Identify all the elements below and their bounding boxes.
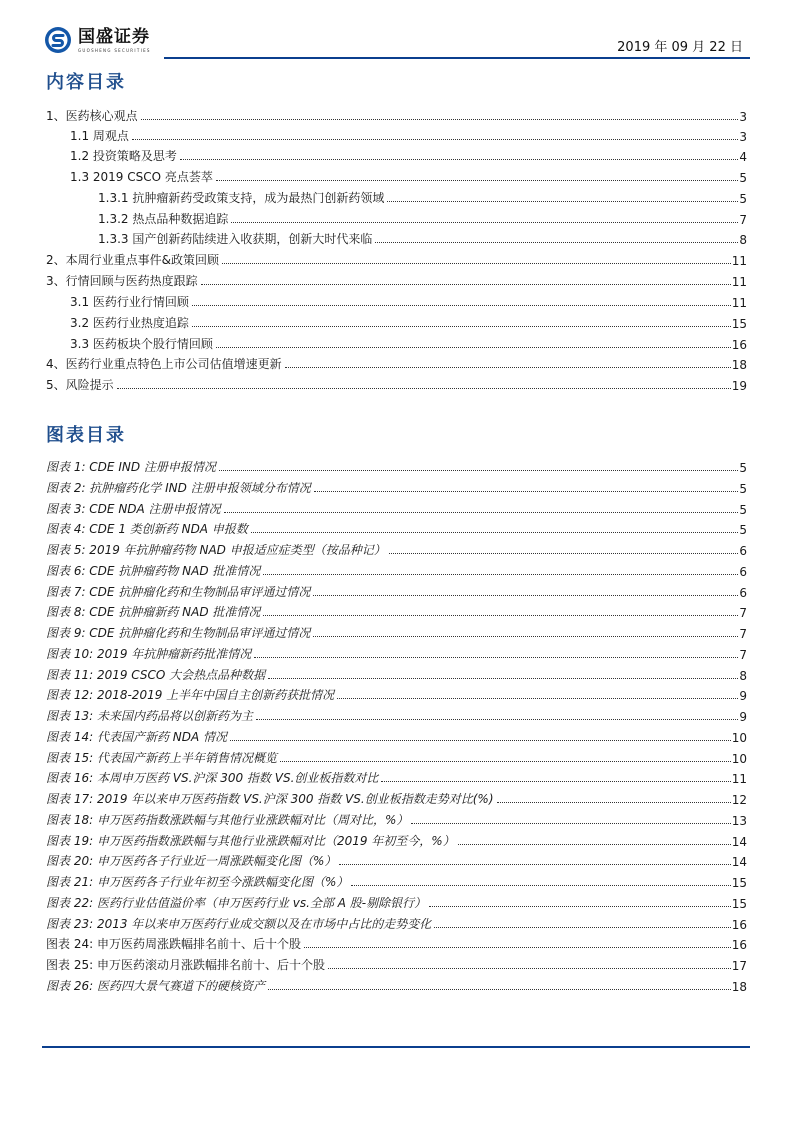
figure-entry-page: 7 xyxy=(739,606,747,620)
toc-entry-page: 4 xyxy=(739,150,747,164)
figure-entry-page: 9 xyxy=(739,710,747,724)
toc-entry[interactable] xyxy=(70,290,747,310)
header-divider xyxy=(164,57,750,59)
toc-entry[interactable] xyxy=(98,186,747,206)
guosheng-logo-icon xyxy=(44,26,72,54)
figure-entry-label: 图表 4: CDE 1 类创新药 NDA 申报数 xyxy=(46,522,248,536)
figure-entry-label: 图表 3: CDE NDA 注册申报情况 xyxy=(46,502,221,516)
toc-entry-page: 8 xyxy=(739,233,747,247)
dot-leader xyxy=(411,823,730,824)
dot-leader xyxy=(339,864,730,865)
dot-leader xyxy=(458,844,731,845)
toc-entry[interactable] xyxy=(70,311,747,331)
figure-entry-label: 图表 26: 医药四大景气赛道下的硬核资产 xyxy=(46,979,265,993)
figure-entry[interactable] xyxy=(46,891,747,911)
figure-entry-page: 5 xyxy=(739,503,747,517)
dot-leader xyxy=(304,947,731,948)
figure-entry[interactable] xyxy=(46,621,747,641)
figure-entry[interactable] xyxy=(46,683,747,703)
figure-entry-page: 9 xyxy=(739,689,747,703)
figure-entry-label: 图表 10: 2019 年抗肿瘤新药批准情况 xyxy=(46,647,252,661)
figure-entry[interactable] xyxy=(46,580,747,600)
figure-entry[interactable] xyxy=(46,559,747,579)
dot-leader xyxy=(387,201,738,202)
figure-entry-page: 5 xyxy=(739,461,747,475)
figure-entry-label: 图表 2: 抗肿瘤药化学 IND 注册申报领域分布情况 xyxy=(46,481,311,495)
figure-entry-page: 7 xyxy=(739,627,747,641)
toc-entry-page: 16 xyxy=(731,338,747,352)
figure-entry-page: 18 xyxy=(731,980,747,994)
toc-entry-label: 1、医药核心观点 xyxy=(46,109,138,123)
toc-entry-label: 2、本周行业重点事件&政策回顾 xyxy=(46,253,219,267)
dot-leader xyxy=(351,885,730,886)
figure-entry[interactable] xyxy=(46,829,747,849)
figure-entry-page: 7 xyxy=(739,648,747,662)
toc-entry-page: 11 xyxy=(731,254,747,268)
figure-entry[interactable] xyxy=(46,787,747,807)
figure-entry-page: 6 xyxy=(739,565,747,579)
figure-entry-label: 图表 6: CDE 抗肿瘤药物 NAD 批准情况 xyxy=(46,564,261,578)
dot-leader xyxy=(132,139,738,140)
figure-entry-label: 图表 17: 2019 年以来申万医药指数 VS.沪深 300 指数 VS.创业板指数走势对比(%) xyxy=(46,792,494,806)
figure-entry-page: 15 xyxy=(731,876,747,890)
dot-leader xyxy=(251,532,739,533)
figures-title: 图表目录 xyxy=(46,425,126,446)
figure-entry[interactable] xyxy=(46,663,747,683)
figure-entry[interactable] xyxy=(46,912,747,932)
figure-entry-label: 图表 19: 申万医药指数涨跌幅与其他行业涨跌幅对比（2019 年初至今，%） xyxy=(46,834,455,848)
toc-entry[interactable] xyxy=(46,104,747,124)
figure-entry-label: 图表 11: 2019 CSCO 大会热点品种数据 xyxy=(46,668,266,682)
figure-entry[interactable] xyxy=(46,725,747,745)
toc-entry-page: 15 xyxy=(731,317,747,331)
dot-leader xyxy=(216,347,731,348)
dot-leader xyxy=(313,595,738,596)
figure-entry-label: 图表 18: 申万医药指数涨跌幅与其他行业涨跌幅对比（周对比，%） xyxy=(46,813,409,827)
figure-entry-page: 6 xyxy=(739,544,747,558)
report-date: 2019 年 09 月 22 日 xyxy=(617,40,743,55)
figure-entry-label: 图表 8: CDE 抗肿瘤新药 NAD 批准情况 xyxy=(46,605,261,619)
figure-entry-label: 图表 24: 申万医药周涨跌幅排名前十、后十个股 xyxy=(46,937,301,951)
contents-title: 内容目录 xyxy=(46,72,126,93)
toc-entry-label: 1.3 2019 CSCO 亮点荟萃 xyxy=(70,170,213,184)
dot-leader xyxy=(314,491,739,492)
figure-entry-page: 14 xyxy=(731,855,747,869)
figure-entry[interactable] xyxy=(46,704,747,724)
figure-entry[interactable] xyxy=(46,455,747,475)
page-header xyxy=(0,0,793,60)
dot-leader xyxy=(222,263,731,264)
dot-leader xyxy=(219,470,738,471)
figure-entry-label: 图表 22: 医药行业估值溢价率（申万医药行业 vs.全部 A 股-剔除银行） xyxy=(46,896,427,910)
toc-entry[interactable] xyxy=(70,144,747,164)
toc-entry[interactable] xyxy=(46,248,747,268)
toc-entry-page: 19 xyxy=(731,379,747,393)
figure-entry-label: 图表 9: CDE 抗肿瘤化药和生物制品审评通过情况 xyxy=(46,626,311,640)
figure-entry[interactable] xyxy=(46,642,747,662)
logo-chinese-name: 国盛证券 xyxy=(78,26,150,47)
figure-entry[interactable] xyxy=(46,974,747,994)
toc-entry-page: 11 xyxy=(731,275,747,289)
dot-leader xyxy=(375,242,738,243)
toc-entry-label: 1.3.3 国产创新药陆续进入收获期，创新大时代来临 xyxy=(98,232,373,246)
dot-leader xyxy=(313,636,738,637)
figure-entry-label: 图表 15: 代表国产新药上半年销售情况概览 xyxy=(46,751,277,765)
dot-leader xyxy=(497,802,731,803)
logo-english-name: GUOSHENG SECURITIES xyxy=(78,47,151,53)
toc-entry-page: 5 xyxy=(739,171,747,185)
figure-entry-label: 图表 25: 申万医药滚动月涨跌幅排名前十、后十个股 xyxy=(46,958,325,972)
dot-leader xyxy=(268,678,738,679)
figure-entry-label: 图表 23: 2013 年以来申万医药行业成交额以及在市场中占比的走势变化 xyxy=(46,917,432,931)
toc-entry-label: 3、行情回顾与医药热度跟踪 xyxy=(46,274,198,288)
dot-leader xyxy=(230,740,731,741)
figure-entry-label: 图表 14: 代表国产新药 NDA 情况 xyxy=(46,730,227,744)
figure-entry-page: 12 xyxy=(731,793,747,807)
toc-entry[interactable] xyxy=(70,332,747,352)
dot-leader xyxy=(268,989,731,990)
dot-leader xyxy=(337,698,738,699)
dot-leader xyxy=(381,781,730,782)
figure-entry[interactable] xyxy=(46,849,747,869)
dot-leader xyxy=(434,927,730,928)
toc-entry-page: 3 xyxy=(739,110,747,124)
figure-entry[interactable] xyxy=(46,600,747,620)
figure-entry[interactable] xyxy=(46,766,747,786)
figure-entry[interactable] xyxy=(46,517,747,537)
toc-entry-page: 5 xyxy=(739,192,747,206)
figure-entry-label: 图表 1: CDE IND 注册申报情况 xyxy=(46,460,216,474)
toc-entry[interactable] xyxy=(46,352,747,372)
figure-entry[interactable] xyxy=(46,538,747,558)
toc-entry-label: 1.2 投资策略及思考 xyxy=(70,149,177,163)
figure-entry-page: 10 xyxy=(731,752,747,766)
toc-entry[interactable] xyxy=(70,124,747,144)
dot-leader xyxy=(192,326,731,327)
dot-leader xyxy=(429,906,731,907)
dot-leader xyxy=(263,615,738,616)
figure-entry-page: 13 xyxy=(731,814,747,828)
toc-entry-label: 1.3.2 热点品种数据追踪 xyxy=(98,212,229,226)
figure-entry-label: 图表 16: 本周申万医药 VS.沪深 300 指数 VS.创业板指数对比 xyxy=(46,771,379,785)
figure-entry-label: 图表 7: CDE 抗肿瘤化药和生物制品审评通过情况 xyxy=(46,585,311,599)
figure-entry[interactable] xyxy=(46,808,747,828)
dot-leader xyxy=(231,222,738,223)
figure-entry[interactable] xyxy=(46,497,747,517)
figure-entry-page: 10 xyxy=(731,731,747,745)
toc-entry-label: 3.3 医药板块个股行情回顾 xyxy=(70,337,213,351)
toc-entry-page: 7 xyxy=(739,213,747,227)
dot-leader xyxy=(224,512,739,513)
dot-leader xyxy=(280,761,731,762)
toc-entry-label: 1.1 周观点 xyxy=(70,129,129,143)
toc-entry-label: 3.1 医药行业行情回顾 xyxy=(70,295,189,309)
figure-entry-page: 8 xyxy=(739,669,747,683)
figure-entry-label: 图表 12: 2018-2019 上半年中国自主创新药获批情况 xyxy=(46,688,335,702)
dot-leader xyxy=(254,657,738,658)
dot-leader xyxy=(180,159,738,160)
dot-leader xyxy=(285,367,731,368)
toc-entry[interactable] xyxy=(98,227,747,247)
dot-leader xyxy=(201,284,731,285)
figure-entry[interactable] xyxy=(46,953,747,973)
figure-entry-page: 14 xyxy=(731,835,747,849)
figure-entry-page: 16 xyxy=(731,918,747,932)
figure-entry-page: 5 xyxy=(739,523,747,537)
dot-leader xyxy=(192,305,731,306)
dot-leader xyxy=(141,119,739,120)
dot-leader xyxy=(263,574,738,575)
toc-entry-page: 18 xyxy=(731,358,747,372)
company-logo xyxy=(44,26,151,54)
toc-entry-label: 4、医药行业重点特色上市公司估值增速更新 xyxy=(46,357,282,371)
dot-leader xyxy=(216,180,738,181)
figure-entry-label: 图表 13: 未来国内药品将以创新药为主 xyxy=(46,709,253,723)
figure-entry-label: 图表 20: 申万医药各子行业近一周涨跌幅变化图（%） xyxy=(46,854,337,868)
footer-divider xyxy=(42,1046,750,1048)
figure-entry-page: 16 xyxy=(731,938,747,952)
figure-entry-page: 11 xyxy=(731,772,747,786)
toc-entry[interactable] xyxy=(46,269,747,289)
figure-entry-label: 图表 5: 2019 年抗肿瘤药物 NAD 申报适应症类型（按品种记） xyxy=(46,543,386,557)
dot-leader xyxy=(389,553,739,554)
figure-entry[interactable] xyxy=(46,476,747,496)
figure-entry[interactable] xyxy=(46,932,747,952)
toc-entry-label: 3.2 医药行业热度追踪 xyxy=(70,316,189,330)
figure-entry[interactable] xyxy=(46,870,747,890)
figure-entry-page: 6 xyxy=(739,586,747,600)
toc-entry[interactable] xyxy=(46,373,747,393)
toc-entry-label: 5、风险提示 xyxy=(46,378,114,392)
toc-entry-page: 11 xyxy=(731,296,747,310)
figure-entry-label: 图表 21: 申万医药各子行业年初至今涨跌幅变化图（%） xyxy=(46,875,349,889)
toc-entry-page: 3 xyxy=(739,130,747,144)
toc-entry[interactable] xyxy=(70,165,747,185)
toc-entry[interactable] xyxy=(98,207,747,227)
figure-entry-page: 17 xyxy=(731,959,747,973)
figure-entry-page: 15 xyxy=(731,897,747,911)
figure-entry[interactable] xyxy=(46,746,747,766)
dot-leader xyxy=(117,388,731,389)
figure-entry-page: 5 xyxy=(739,482,747,496)
toc-entry-label: 1.3.1 抗肿瘤新药受政策支持，成为最热门创新药领域 xyxy=(98,191,385,205)
dot-leader xyxy=(328,968,731,969)
dot-leader xyxy=(256,719,738,720)
